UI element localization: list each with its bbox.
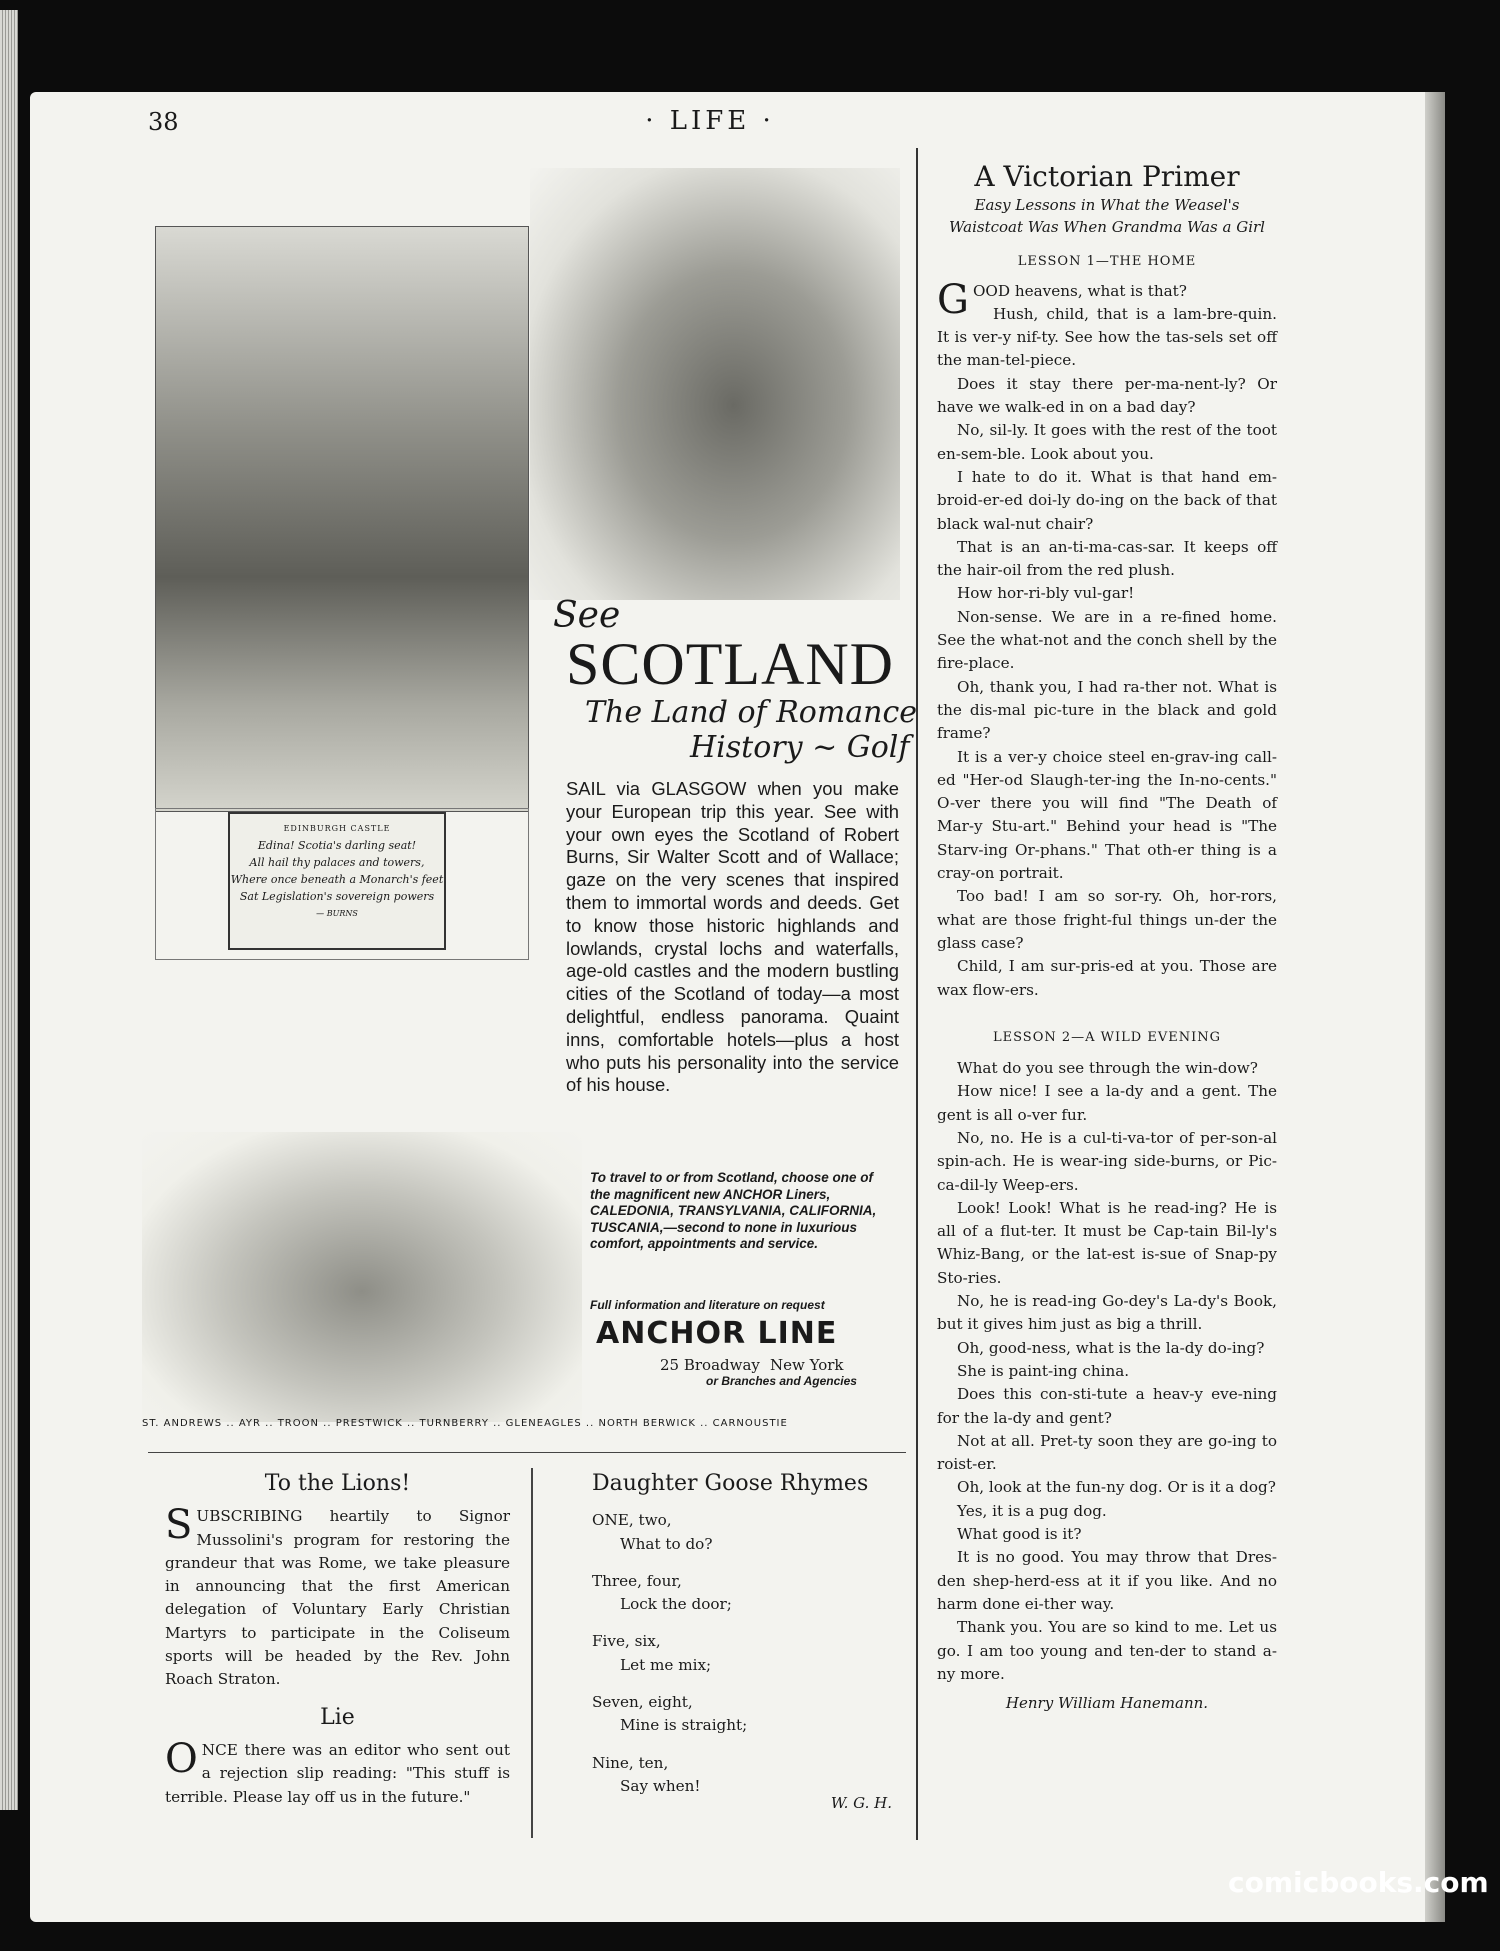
lesson-1-heading: LESSON 1—THE HOME [1017, 254, 1197, 270]
goose-line: Let me mix; [620, 1655, 712, 1674]
primer-paragraph: Oh, thank you, I had ra-ther not. What is the dis-mal pic-ture in the black and gold frame? [937, 677, 1277, 743]
goose-line: Seven, eight, [592, 1693, 693, 1712]
goose-line: Lock the door; [620, 1595, 732, 1614]
golf-illustration [142, 1132, 582, 1422]
section-rule [148, 1452, 906, 1453]
ad-body: SAIL via GLASGOW when you make your European trip this year. See with your own eyes the Scotland of Robert Burns, Sir Walter Scott and of Wallace; gaze on the very scenes that inspired them to immortal words and deeds. Get to know those historic highlands and lowlands, crystal lochs and waterfalls, age-old castles and the modern bustling cities of the Scotland of today—a most delightful, endless panorama. Quaint inns, comfortable hotels—plus a host who puts his personality into the service of his house. [566, 778, 899, 1096]
caption-line: Where once beneath a Monarch's feet [230, 873, 444, 886]
lesson-2-text [937, 1057, 1277, 1686]
goose-stanza [592, 1752, 892, 1799]
primer-paragraph: No, he is read-ing Go-dey's La-dy's Book, but it gives him just as big a thrill. [937, 1292, 1277, 1334]
drop-cap: O [165, 1735, 198, 1782]
goose-line: Say when! [620, 1776, 701, 1795]
primer-paragraph: GOOD heavens, what is that? [937, 276, 1187, 323]
goose-line: Three, four, [592, 1571, 682, 1590]
drop-cap: S [165, 1502, 193, 1549]
primer-paragraph: Non-sense. We are in a re-fined home. See the what-not and the conch shell by the fire-place. [937, 607, 1277, 673]
goose-line: Nine, ten, [592, 1753, 669, 1772]
primer-paragraph: I hate to do it. What is that hand em-broid-er-ed doi-ly do-ing on the back of that black wal-nut chair? [937, 467, 1277, 533]
lie-body: ONCE there was an editor who sent out a rejection slip reading: "This stuff is terrible. Please lay off us in the future." [165, 1735, 510, 1806]
goose-stanza [592, 1691, 892, 1738]
primer-paragraph: What good is it? [957, 1525, 1082, 1544]
primer-paragraph: Look! Look! What is he read-ing? He is all of a flut-ter. It must be Cap-tain Bil-ly's Whiz-Bang, or the lat-est is-sue of Snap-py Sto-ries. [937, 1198, 1277, 1287]
primer-paragraph: How hor-ri-bly vul-gar! [957, 584, 1135, 603]
ad-tagline-1: The Land of Romance [585, 695, 918, 730]
castle-caption [228, 812, 446, 950]
primer-paragraph: That is an an-ti-ma-cas-sar. It keeps off the hair-oil from the red plush. [937, 537, 1277, 580]
primer-paragraph: Too bad! I am so sor-ry. Oh, hor-rors, what are those fright-ful things un-der the glass case? [937, 887, 1277, 952]
goose-stanza [592, 1509, 892, 1556]
primer-paragraph: No, no. He is a cul-ti-va-tor of per-son-al spin-ach. He is wear-ing side-burns, or Pic-ca-dil-ly Weep-ers. [937, 1128, 1277, 1194]
primer-paragraph: Oh, look at the fun-ny dog. Or is it a dog? [957, 1478, 1276, 1497]
primer-paragraph: Oh, good-ness, what is the la-dy do-ing? [957, 1338, 1265, 1357]
ad-see: See [553, 595, 621, 636]
goose-column [592, 1472, 892, 1816]
lions-body: SUBSCRIBING heartily to Signor Mussolini's program for restoring the grandeur that was Rome, we take pleasure in announcing that the first American delegation of Voluntary Early Christian Martyrs to participate in the Coliseum sports will be headed by the Rev. John Roach Straton. [165, 1502, 510, 1689]
primer-paragraph: Thank you. You are so kind to me. Let us go. I am too young and ten-der to stand a-ny more. [937, 1618, 1277, 1683]
primer-paragraph: Does it stay there per-ma-nent-ly? Or have we walk-ed in on a bad day? [937, 374, 1277, 417]
goose-stanza [592, 1570, 892, 1617]
goose-line: ONE, two, [592, 1511, 672, 1530]
ad-liners: To travel to or from Scotland, choose one of the magnificent new ANCHOR Liners, CALEDONIA, TRANSYLVANIA, CALIFORNIA, TUSCANIA,—second to none in luxurious comfort, appointments and service. [590, 1170, 877, 1252]
caption-line: Sat Legislation's sovereign powers [239, 890, 435, 903]
goose-line: What to do? [620, 1534, 713, 1553]
ad-info: Full information and literature on request [590, 1298, 825, 1312]
primer-paragraph: It is a ver-y choice steel en-grav-ing call-ed "Her-od Slaugh-ter-ing the In-no-cents." O-ver there you will find "The Death of Mar-y Stu-art." Behind your head is "The Starv-ing Or-phans." That oth-er thing is a cray-on portrait. [937, 747, 1277, 883]
ad-city: New York [770, 1356, 844, 1374]
lesson-1-text [937, 276, 1277, 1002]
goose-stanzas [592, 1509, 892, 1798]
primer-signature: Henry William Hanemann. [1005, 1694, 1209, 1713]
lesson-2-heading: LESSON 2—A WILD EVENING [993, 1029, 1221, 1045]
ad-tagline-2: History ~ Golf [690, 730, 910, 765]
pageant-illustration [530, 168, 900, 600]
primer-paragraph: She is paint-ing china. [957, 1361, 1130, 1380]
column-rule [916, 148, 918, 1840]
binding-spine [1425, 92, 1445, 1922]
goose-line: Five, six, [592, 1632, 661, 1651]
goose-signature: W. G. H. [830, 1794, 892, 1813]
page-number: 38 [148, 108, 179, 136]
watermark: comicbooks.com [1228, 1866, 1489, 1899]
ad-brand: ANCHOR LINE [596, 1316, 838, 1351]
ad-branches: or Branches and Agencies [706, 1374, 857, 1388]
primer-paragraph: Hush, child, that is a lam-bre-quin. It is ver-y nif-ty. See how the tas-sels set off the man-tel-piece. [937, 304, 1277, 370]
primer-paragraph: How nice! I see a la-dy and a gent. The gent is all o-ver fur. [937, 1082, 1277, 1124]
goose-line: Mine is straight; [620, 1716, 748, 1735]
castle-illustration [155, 226, 529, 812]
primer-paragraph: What do you see through the win-dow? [957, 1059, 1258, 1078]
caption-line: All hail thy palaces and towers, [249, 856, 425, 869]
page-stack-edge [0, 10, 18, 1810]
goose-stanza [592, 1630, 892, 1677]
caption-line: Edina! Scotia's darling seat! [257, 839, 417, 852]
drop-cap: G [937, 276, 969, 323]
primer-paragraph: Child, I am sur-pris-ed at you. Those are wax flow-ers. [937, 957, 1277, 999]
primer-paragraph: It is no good. You may throw that Dres-den shep-herd-ess at it if you like. And no harm done ei-ther way. [937, 1548, 1277, 1613]
primer-subtitle: Easy Lessons in What the Weasel's Waistcoat Was When Grandma Was a Girl [949, 196, 1265, 237]
caption-credit: — BURNS [316, 909, 358, 918]
lions-column [165, 1472, 510, 1809]
ad-headline: SCOTLAND [566, 631, 895, 697]
caption-title: EDINBURGH CASTLE [283, 824, 391, 833]
primer-paragraph: No, sil-ly. It goes with the rest of the toot en-sem-ble. Look about you. [937, 421, 1277, 463]
running-head: · LIFE · [645, 106, 775, 136]
primer-paragraph: Does this con-sti-tute a heav-y eve-ning for the la-dy and gent? [937, 1385, 1277, 1427]
lions-title: To the Lions! [264, 1471, 411, 1496]
primer-paragraph: Yes, it is a pug dog. [957, 1501, 1107, 1520]
primer-title: A Victorian Primer [974, 160, 1240, 193]
ad-towns: ST. ANDREWS .. AYR .. TROON .. PRESTWICK .. TURNBERRY .. GLENEAGLES .. NORTH BERWICK .. CARNOUSTIE [142, 1418, 788, 1429]
ad-address: 25 Broadway [660, 1356, 760, 1374]
primer-paragraph: Not at all. Pret-ty soon they are go-ing to roist-er. [937, 1431, 1277, 1474]
goose-title: Daughter Goose Rhymes [592, 1471, 869, 1496]
column-rule-bottom [531, 1468, 533, 1838]
lie-title: Lie [320, 1704, 355, 1730]
primer-column [937, 160, 1277, 1715]
